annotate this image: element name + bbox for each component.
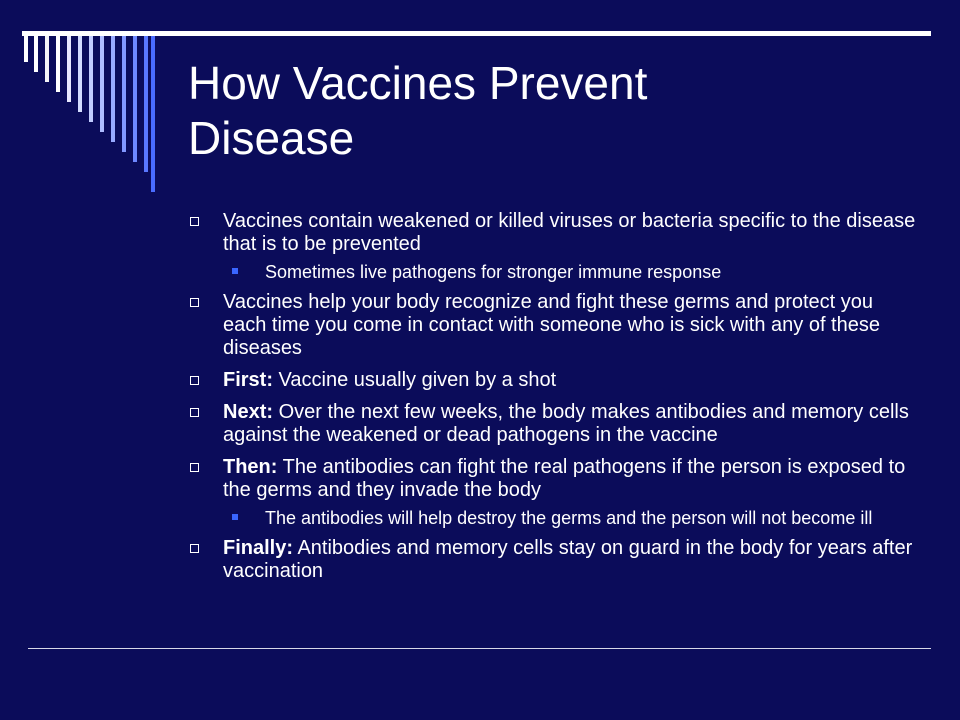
- bullet-lead: Finally:: [223, 537, 294, 559]
- stripe: [100, 36, 104, 132]
- square-bullet-icon: [190, 544, 199, 553]
- decorative-stripes: [0, 0, 160, 200]
- bullet-item: [188, 456, 918, 502]
- stripe: [111, 36, 115, 142]
- sub-bullet-text: The antibodies will help destroy the germs and the person will not become ill: [265, 508, 873, 528]
- bottom-rule: [28, 648, 931, 649]
- square-bullet-icon: [190, 463, 199, 472]
- stripe: [89, 36, 93, 122]
- bullet-item: [188, 537, 918, 583]
- bullet-lead: First:: [223, 369, 273, 391]
- sub-bullet-item: [188, 262, 918, 282]
- stripe: [78, 36, 82, 112]
- stripe: [56, 36, 60, 92]
- stripe: [24, 36, 28, 62]
- bullet-lead: Next:: [223, 401, 274, 423]
- stripe: [151, 36, 155, 192]
- stripe: [133, 36, 137, 162]
- bullet-lead: Then:: [223, 456, 278, 478]
- bullet-item: [188, 401, 918, 447]
- bullet-text: Vaccine usually given by a shot: [273, 369, 557, 391]
- square-bullet-icon: [190, 217, 199, 226]
- stripe: [122, 36, 126, 152]
- square-bullet-icon: [190, 376, 199, 385]
- bullet-text: The antibodies can fight the real pathogens if the person is exposed to the germs and they invade the body: [223, 456, 906, 501]
- bullet-list: [188, 210, 918, 592]
- bullet-item: [188, 369, 918, 392]
- stripe: [144, 36, 148, 172]
- bullet-item: [188, 291, 918, 360]
- title-line-1: How Vaccines Prevent: [188, 57, 648, 109]
- stripe: [45, 36, 49, 82]
- bullet-text: Antibodies and memory cells stay on guard in the body for years after vaccination: [223, 537, 913, 582]
- square-bullet-icon: [190, 298, 199, 307]
- filled-square-bullet-icon: [232, 514, 238, 520]
- bullet-text: Vaccines help your body recognize and fight these germs and protect you each time you come in contact with someone who is sick with any of these diseases: [223, 291, 880, 359]
- square-bullet-icon: [190, 408, 199, 417]
- slide-title: [188, 56, 928, 166]
- sub-bullet-item: [188, 508, 918, 528]
- stripe: [67, 36, 71, 102]
- bullet-item: [188, 210, 918, 256]
- bullet-text: Vaccines contain weakened or killed viruses or bacteria specific to the disease that is to be prevented: [223, 210, 916, 255]
- sub-bullet-text: Sometimes live pathogens for stronger immune response: [265, 262, 722, 282]
- filled-square-bullet-icon: [232, 268, 238, 274]
- stripe: [34, 36, 38, 72]
- bullet-text: Over the next few weeks, the body makes antibodies and memory cells against the weakened or dead pathogens in the vaccine: [223, 401, 909, 446]
- title-line-2: Disease: [188, 112, 355, 164]
